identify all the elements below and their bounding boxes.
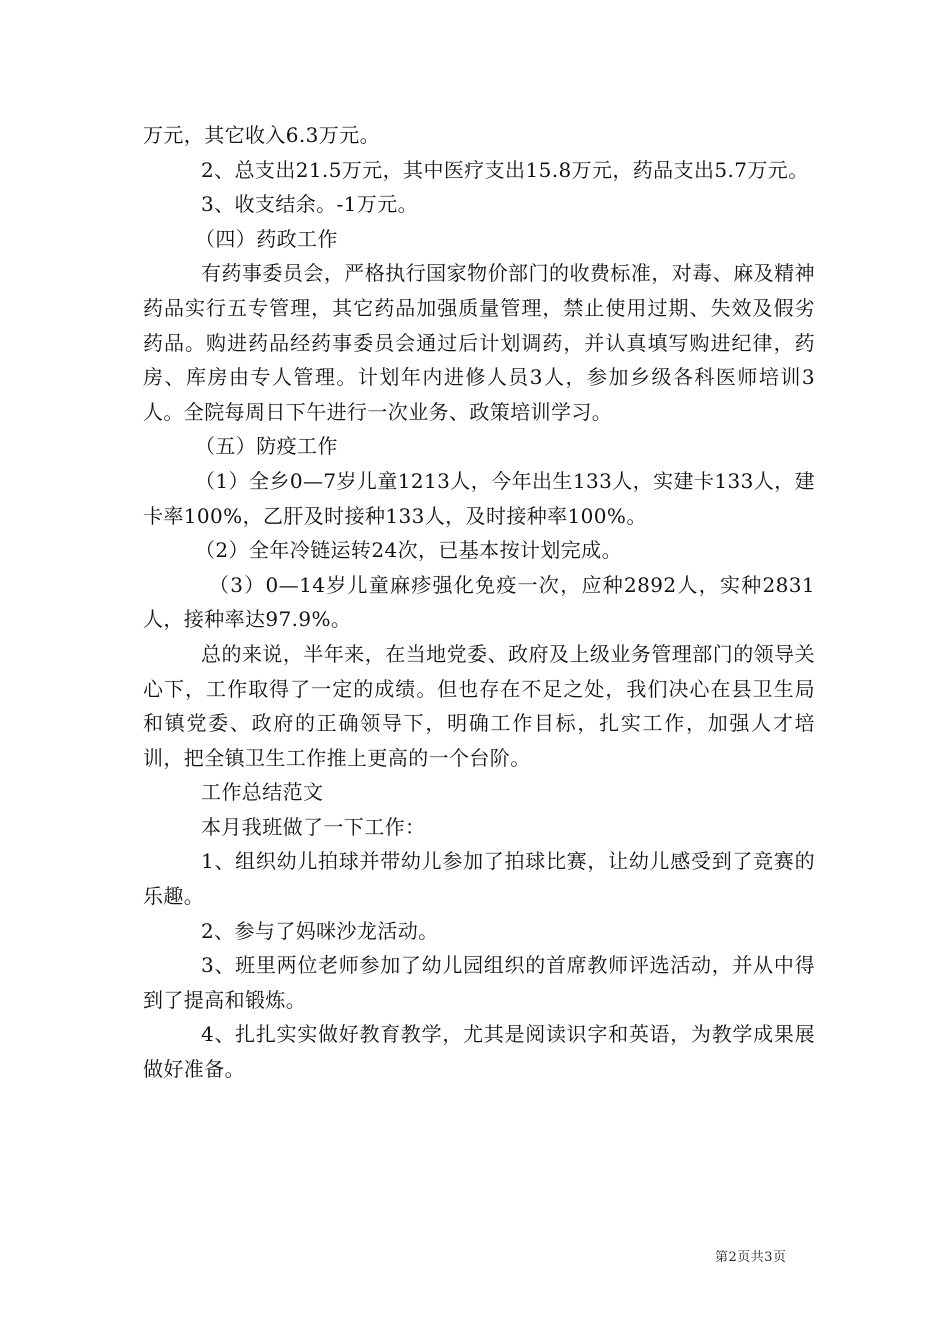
page-number: 第2页共3页 [715,1250,787,1265]
paragraph-balance: 3、收支结余。-1万元。 [201,192,419,217]
paragraph-summary: 总的来说，半年来，在当地党委、政府及上级业务管理部门的领导关心下，工作取得了一定的成绩。但也存在不足之处，我们决心在县卫生局和镇党委、政府的正确领导下，明确工作目标，扎实工作，加强人才培训，把全镇卫生工作推上更高的一个台阶。 [143,641,815,770]
paragraph-epidemic-3: （3）0—14岁儿童麻疹强化免疫一次，应种2892人，实种2831人，接种率达97.9%。 [143,572,815,632]
paragraph-pharmacy: 有药事委员会，严格执行国家物价部门的收费标准，对毒、麻及精神药品实行五专管理，其它药品加强质量管理，禁止使用过期、失效及假劣药品。购进药品经药事委员会通过后计划调药，并认真填写购进纪律，药房、库房由专人管理。计划年内进修人员3人，参加乡级各科医师培训3人。全院每周日下午进行一次业务、政策培训学习。 [143,261,815,424]
paragraph-item-2: 2、参与了妈咪沙龙活动。 [201,918,439,943]
paragraph-item-1: 1、组织幼儿拍球并带幼儿参加了拍球比赛，让幼儿感受到了竞赛的乐趣。 [143,849,815,909]
paragraph-epidemic-2: （2）全年冷链运转24次，已基本按计划完成。 [195,538,622,563]
paragraph-item-3: 3、班里两位老师参加了幼儿园组织的首席教师评选活动，并从中得到了提高和锻炼。 [143,953,815,1012]
paragraph-income-tail: 万元，其它收入6.3万元。 [143,123,381,147]
document-body [143,118,815,1087]
paragraph-total-expenditure: 2、总支出21.5万元，其中医疗支出15.8万元，药品支出5.7万元。 [201,157,809,182]
paragraph-intro: 本月我班做了一下工作： [201,814,426,839]
section-heading-pharmacy: （四）药政工作 [195,226,338,251]
paragraph-item-4: 4、扎扎实实做好教育教学，尤其是阅读识字和英语，为教学成果展做好准备。 [143,1022,815,1082]
paragraph-epidemic-1: （1）全乡0—7岁儿童1213人，今年出生133人，实建卡133人，建卡率100%，乙肝及时接种133人，及时接种率100%。 [143,468,815,528]
section-heading-work-summary: 工作总结范文 [201,780,324,805]
section-heading-epidemic: （五）防疫工作 [195,434,338,459]
